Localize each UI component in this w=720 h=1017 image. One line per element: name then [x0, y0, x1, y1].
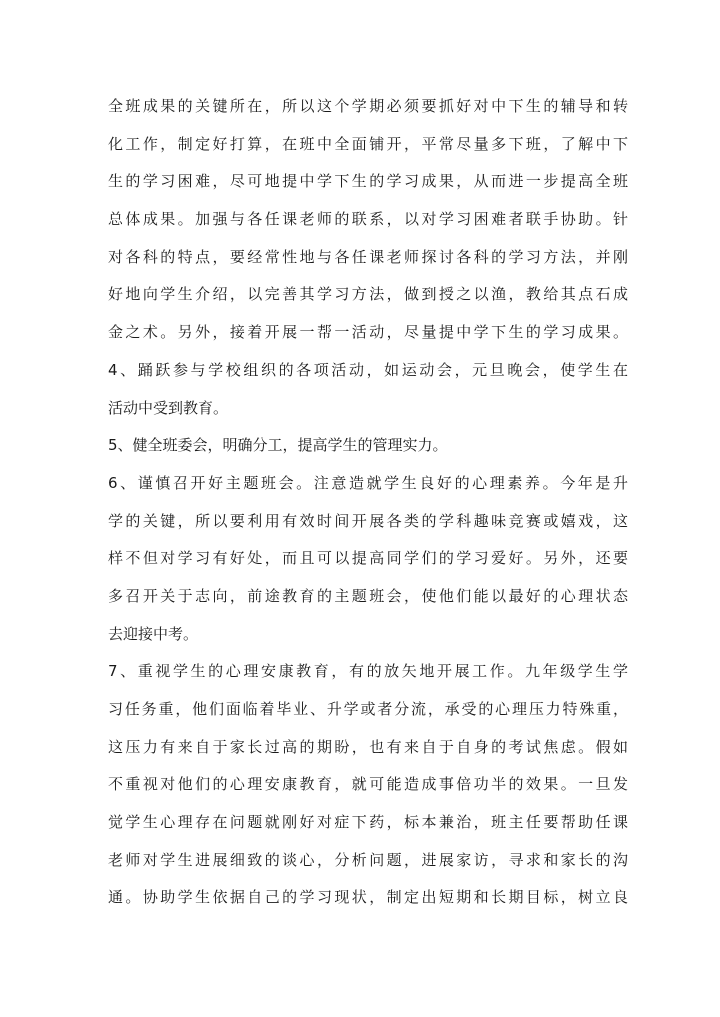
text-line-8: 4、踊跃参与学校组织的各项活动，如运动会，元旦晚会，使学生在 [108, 360, 628, 379]
text-line-22: 通。协助学生依据自己的学习现状，制定出短期和长期目标，树立良 [108, 888, 628, 907]
text-line-12: 学的关键，所以要利用有效时间开展各类的学科趣味竞赛或嬉戏，这 [108, 511, 628, 530]
text-line-19: 不重视对他们的心理安康教育，就可能造成事倍功半的效果。一旦发 [108, 775, 628, 794]
text-line-7: 金之术。另外，接着开展一帮一活动，尽量提中学下生的学习成果。 [108, 323, 628, 342]
text-line-17: 习任务重，他们面临着毕业、升学或者分流，承受的心理压力特殊重， [108, 700, 628, 718]
text-line-1: 全班成果的关键所在，所以这个学期必须要抓好对中下生的辅导和转 [108, 97, 628, 115]
text-line-13: 样不但对学习有好处，而且可以提高同学们的学习爱好。另外，还要 [108, 549, 628, 568]
text-line-10: 5、健全班委会，明确分工，提高学生的管理实力。 [108, 436, 448, 455]
document-body [108, 88, 628, 917]
text-line-3: 生的学习困难，尽可地提中学下生的学习成果，从而进一步提高全班 [108, 172, 628, 191]
text-line-11: 6、谨慎召开好主题班会。注意造就学生良好的心理素养。今年是升 [108, 473, 628, 492]
text-line-21: 老师对学生进展细致的谈心，分析问题，进展家访，寻求和家长的沟 [108, 850, 628, 869]
text-line-5: 对各科的特点，要经常性地与各任课老师探讨各科的学习方法，并刚 [108, 247, 628, 266]
text-line-14: 多召开关于志向，前途教育的主题班会，使他们能以最好的心理状态 [108, 586, 628, 605]
text-line-18: 这压力有来自于家长过高的期盼，也有来自于自身的考试焦虑。假如 [108, 737, 628, 756]
text-line-4: 总体成果。加强与各任课老师的联系，以对学习困难者联手协助。针 [108, 210, 628, 229]
text-line-15: 去迎接中考。 [108, 624, 199, 643]
text-line-20: 觉学生心理存在问题就刚好对症下药，标本兼治，班主任要帮助任课 [108, 813, 628, 832]
text-line-6: 好地向学生介绍，以完善其学习方法，做到授之以渔，教给其点石成 [108, 285, 628, 304]
text-line-9: 活动中受到教育。 [108, 398, 229, 417]
text-line-2: 化工作，制定好打算，在班中全面铺开，平常尽量多下班，了解中下 [108, 134, 628, 153]
text-line-16: 7、重视学生的心理安康教育，有的放矢地开展工作。九年级学生学 [108, 662, 628, 681]
